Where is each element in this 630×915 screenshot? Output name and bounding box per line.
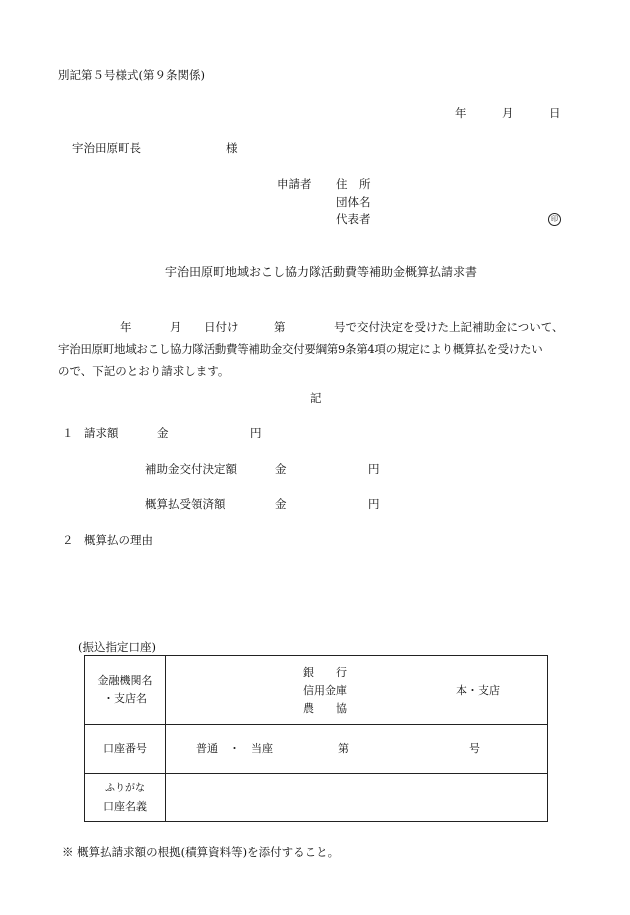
holder-label-cell (85, 774, 166, 822)
applicant-label: 申請者 (277, 177, 312, 191)
institution-type-nokyo: 農 協 (303, 702, 347, 715)
form-id: 別記第５号様式(第９条関係) (58, 68, 205, 82)
institution-label-2: ・支店名 (103, 692, 147, 705)
item1-label: 請求額 (84, 426, 119, 440)
applicant-rep-label: 代表者 (336, 212, 371, 226)
holder-cell[interactable] (166, 774, 548, 822)
date-month: 月 (502, 106, 514, 120)
item1-yen: 円 (250, 426, 262, 440)
document-title: 宇治田原町地域おこし協力隊活動費等補助金概算払請求書 (165, 265, 478, 279)
institution-cell[interactable] (166, 656, 548, 725)
body-line1-rest: 号で交付決定を受けた上記補助金について、 (334, 320, 564, 334)
sub1-yen: 円 (368, 462, 380, 476)
account-no-suffix: 号 (469, 742, 480, 755)
item2-number: ２ (62, 533, 74, 547)
sub2-yen: 円 (368, 497, 380, 511)
attachment-note: ※ 概算払請求額の根拠(積算資料等)を添付すること。 (62, 845, 340, 859)
bank-account-table (84, 655, 548, 822)
table-row (85, 774, 548, 822)
sub1-label: 補助金交付決定額 (145, 462, 237, 476)
account-type: 普通 ・ 当座 (196, 742, 273, 755)
body-paragraph (58, 316, 578, 382)
applicant-address-label: 住 所 (336, 177, 371, 191)
body-dated: 日付け (204, 320, 239, 334)
table-row (85, 656, 548, 725)
branch-label: 本・支店 (456, 684, 500, 697)
addressee-name: 宇治田原町長 (72, 141, 141, 155)
account-number-label: 口座番号 (85, 725, 166, 774)
item1-kin: 金 (157, 426, 169, 440)
institution-label-cell (85, 656, 166, 725)
institution-type-shinkin: 信用金庫 (303, 684, 347, 697)
seal-icon: 印 (548, 213, 561, 226)
table-row (85, 725, 548, 774)
item2-label: 概算払の理由 (84, 533, 153, 547)
date-year: 年 (455, 106, 467, 120)
account-no-prefix: 第 (338, 742, 349, 755)
account-number-cell[interactable] (166, 725, 548, 774)
sub2-kin: 金 (275, 497, 287, 511)
body-line3: ので、下記のとおり請求します。 (58, 364, 230, 378)
sub1-kin: 金 (275, 462, 287, 476)
applicant-org-label: 団体名 (336, 195, 371, 209)
institution-type-bank: 銀 行 (303, 666, 347, 679)
body-year: 年 (120, 320, 132, 334)
item1-number: １ (62, 426, 74, 440)
body-number-prefix: 第 (274, 320, 286, 334)
holder-label: 口座名義 (103, 799, 147, 813)
bank-caption: (振込指定口座) (78, 640, 156, 654)
sub2-label: 概算払受領済額 (145, 497, 226, 511)
furigana-label: ふりがな (105, 782, 145, 794)
ki-label: 記 (310, 391, 322, 405)
body-month: 月 (170, 320, 182, 334)
date-day: 日 (549, 106, 561, 120)
addressee-honorific: 様 (226, 141, 238, 155)
body-line2: 宇治田原町地域おこし協力隊活動費等補助金交付要綱第9条第4項の規定により概算払を受けたい (58, 342, 543, 356)
institution-label-1: 金融機関名 (97, 674, 153, 687)
